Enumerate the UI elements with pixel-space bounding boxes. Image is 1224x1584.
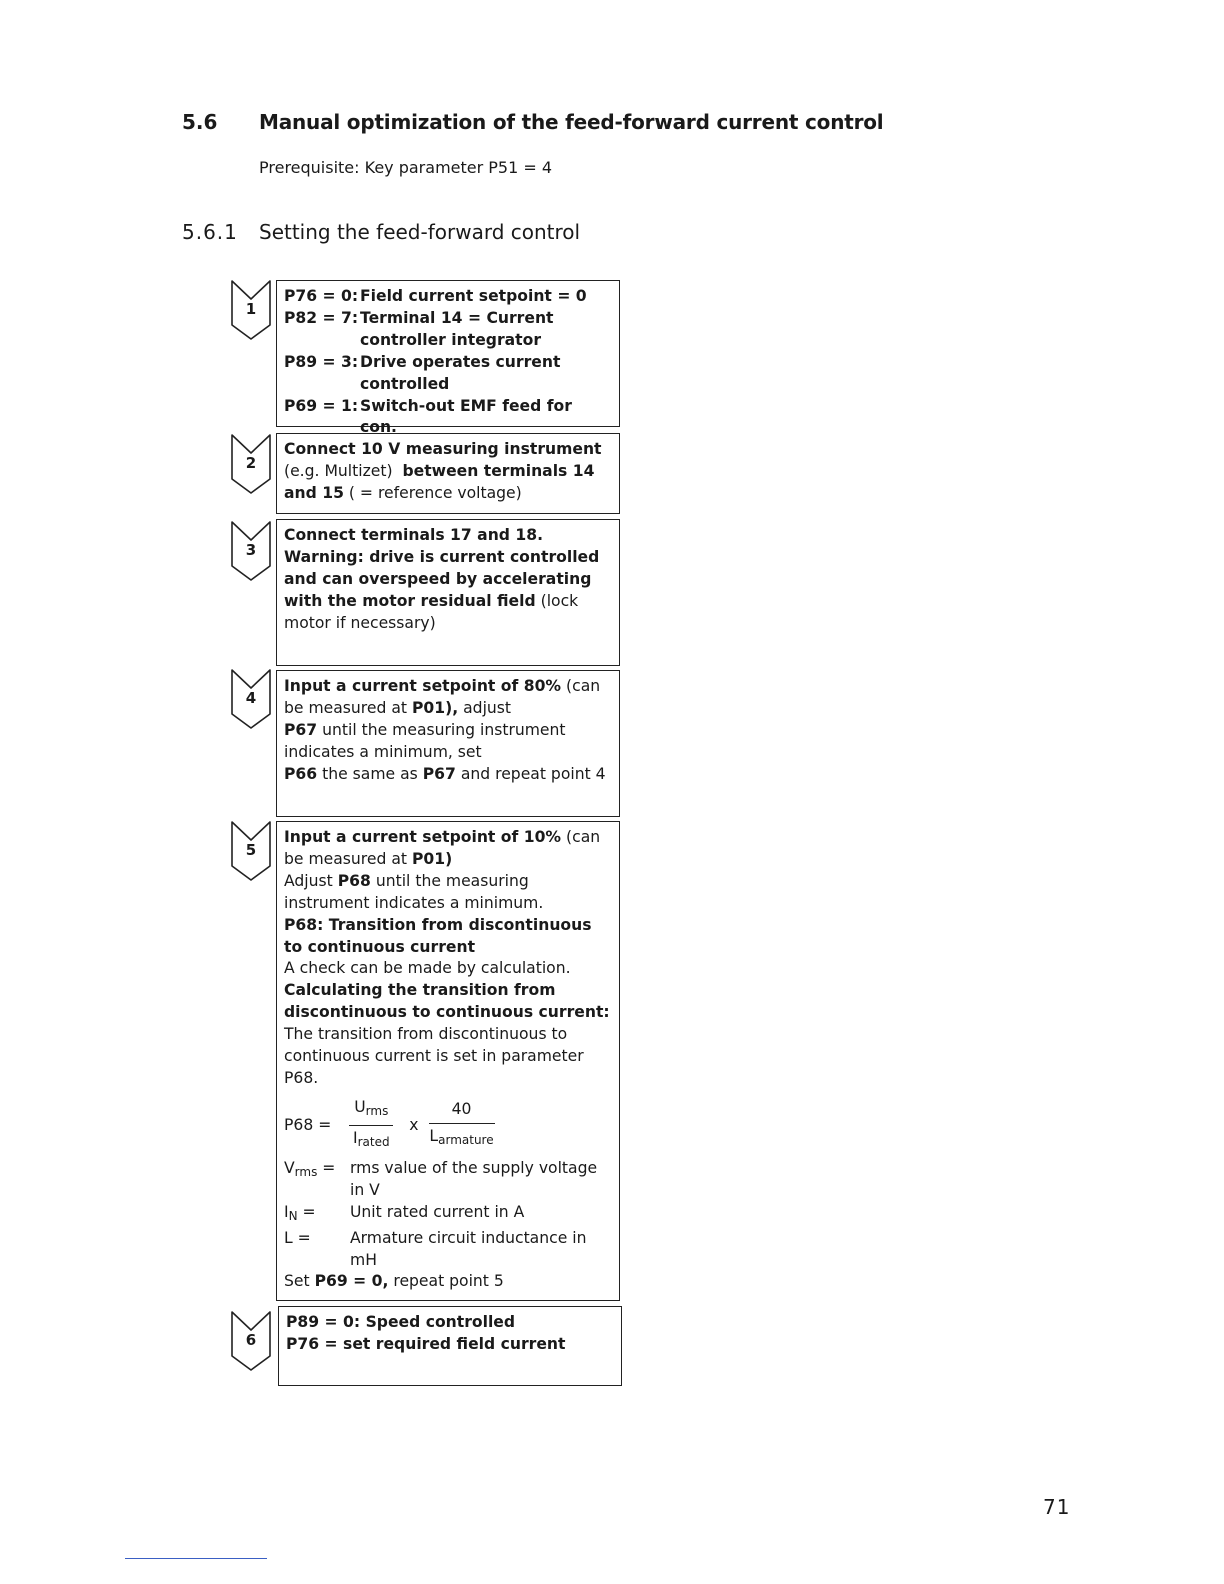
instruction-text: (can be measured at: [284, 677, 601, 717]
param-ref: P01): [411, 849, 453, 868]
instruction-text: Adjust: [284, 871, 333, 890]
step-box-3: [276, 519, 620, 666]
def-text: Unit rated current in A: [350, 1202, 525, 1221]
param-ref: P67: [284, 720, 318, 739]
step-number: 2: [245, 454, 257, 472]
param-value: Switch-out EMF feed for con.: [360, 396, 572, 437]
step-number: 1: [245, 300, 257, 318]
instruction-text: P89 = 0: Speed controlled: [286, 1313, 516, 1331]
param-key: P89 = 3:: [284, 352, 359, 371]
numerator-sub: rms: [365, 1104, 389, 1119]
section-title: Manual optimization of the feed-forward current control: [259, 110, 884, 134]
prerequisite: Prerequisite: Key parameter P51 = 4: [259, 158, 553, 177]
fraction-2: [429, 1099, 495, 1152]
subsection-title: Setting the feed-forward control: [259, 220, 581, 244]
times-sign: x: [409, 1115, 419, 1134]
instruction-text: (lock motor if necessary): [284, 591, 579, 632]
denominator: I: [352, 1129, 358, 1148]
param-ref: P66: [284, 764, 318, 783]
def-term: $V_{rms}$ =: [284, 1158, 336, 1179]
step-box-6: [278, 1306, 622, 1386]
param-value: Terminal 14 = Current controller integrator: [360, 308, 554, 349]
instruction-text: The transition from discontinuous to continuous current is set in parameter P68.: [284, 1025, 584, 1087]
step-box-1: [276, 280, 620, 437]
instruction-text: until the measuring instrument indicates a minimum, set: [284, 720, 566, 761]
def-term: $I_N$ =: [284, 1202, 316, 1223]
formula-lhs: P68 =: [284, 1115, 332, 1134]
instruction-text: (e.g. Multizet): [284, 461, 393, 480]
step-box-5: [276, 821, 620, 1301]
instruction-text: between terminals 14: [402, 461, 595, 480]
instruction-text: ( = reference voltage): [348, 483, 522, 502]
def-term: L =: [284, 1228, 311, 1247]
param-value: Field current setpoint = 0: [360, 287, 587, 305]
denominator-sub: armature: [438, 1133, 494, 1148]
step-number: 3: [245, 541, 257, 559]
definitions: [284, 1158, 613, 1272]
instruction-text: until the measuring instrument indicates a minimum.: [284, 871, 544, 912]
instruction-text: P68: Transition from discontinuous to continuous current: [284, 915, 592, 956]
param-key: P69 = 1:: [284, 396, 359, 415]
numerator: U: [354, 1098, 366, 1117]
instruction-text: Set: [284, 1272, 310, 1291]
instruction-text: P76 = set required field current: [286, 1334, 566, 1353]
param-ref: P68: [337, 871, 371, 890]
step-badge-6: [230, 1310, 272, 1372]
section-number: 5.6: [182, 110, 218, 134]
param-value: Drive operates current controlled: [360, 352, 561, 393]
page-number: 71: [1043, 1495, 1071, 1519]
formula: [284, 1098, 613, 1154]
step-number: 4: [245, 689, 257, 707]
fraction-line: [349, 1125, 393, 1126]
param-ref: P69 = 0,: [314, 1272, 389, 1291]
denominator: L: [429, 1127, 439, 1146]
step-number: 5: [245, 841, 257, 859]
step-box-2: [276, 433, 620, 514]
instruction-text: (can be measured at: [284, 828, 601, 868]
step-badge-2: [230, 433, 272, 495]
def-text: Armature circuit inductance in mH: [350, 1228, 587, 1269]
instruction-text: adjust: [463, 698, 512, 717]
param-key: P76 = 0:: [284, 287, 359, 305]
param-key: P82 = 7:: [284, 308, 359, 327]
fraction-1: [349, 1097, 393, 1154]
fraction-line: [429, 1123, 495, 1124]
footer-rule: [125, 1558, 267, 1559]
instruction-text: and repeat point 4: [460, 764, 606, 783]
step-box-4: [276, 670, 620, 817]
instruction-text: Connect terminals 17 and 18.: [284, 526, 544, 544]
step-badge-5: [230, 820, 272, 882]
instruction-text: and 15: [284, 483, 344, 502]
instruction-text: Input a current setpoint of 10%: [284, 828, 562, 846]
instruction-text: A check can be made by calculation.: [284, 959, 571, 978]
def-text: rms value of the supply voltage in V: [350, 1158, 598, 1199]
step-badge-1: [230, 279, 272, 341]
numerator: 40: [451, 1100, 472, 1119]
step-badge-3: [230, 520, 272, 582]
param-ref: P67: [422, 764, 456, 783]
instruction-text: Connect 10 V measuring instrument: [284, 440, 602, 458]
subsection-number: 5.6.1: [182, 220, 238, 244]
step-badge-4: [230, 668, 272, 730]
warning-text: Warning: drive is current controlled and can overspeed by accelerating with the motor residual field: [284, 547, 600, 610]
instruction-text: Input a current setpoint of 80%: [284, 677, 562, 695]
instruction-text: the same as: [322, 764, 418, 783]
param-ref: P01),: [411, 698, 459, 717]
denominator-sub: rated: [357, 1135, 390, 1150]
step-number: 6: [245, 1331, 257, 1349]
instruction-text: Calculating the transition from discontinuous to continuous current:: [284, 981, 610, 1022]
instruction-text: repeat point 5: [393, 1272, 504, 1291]
